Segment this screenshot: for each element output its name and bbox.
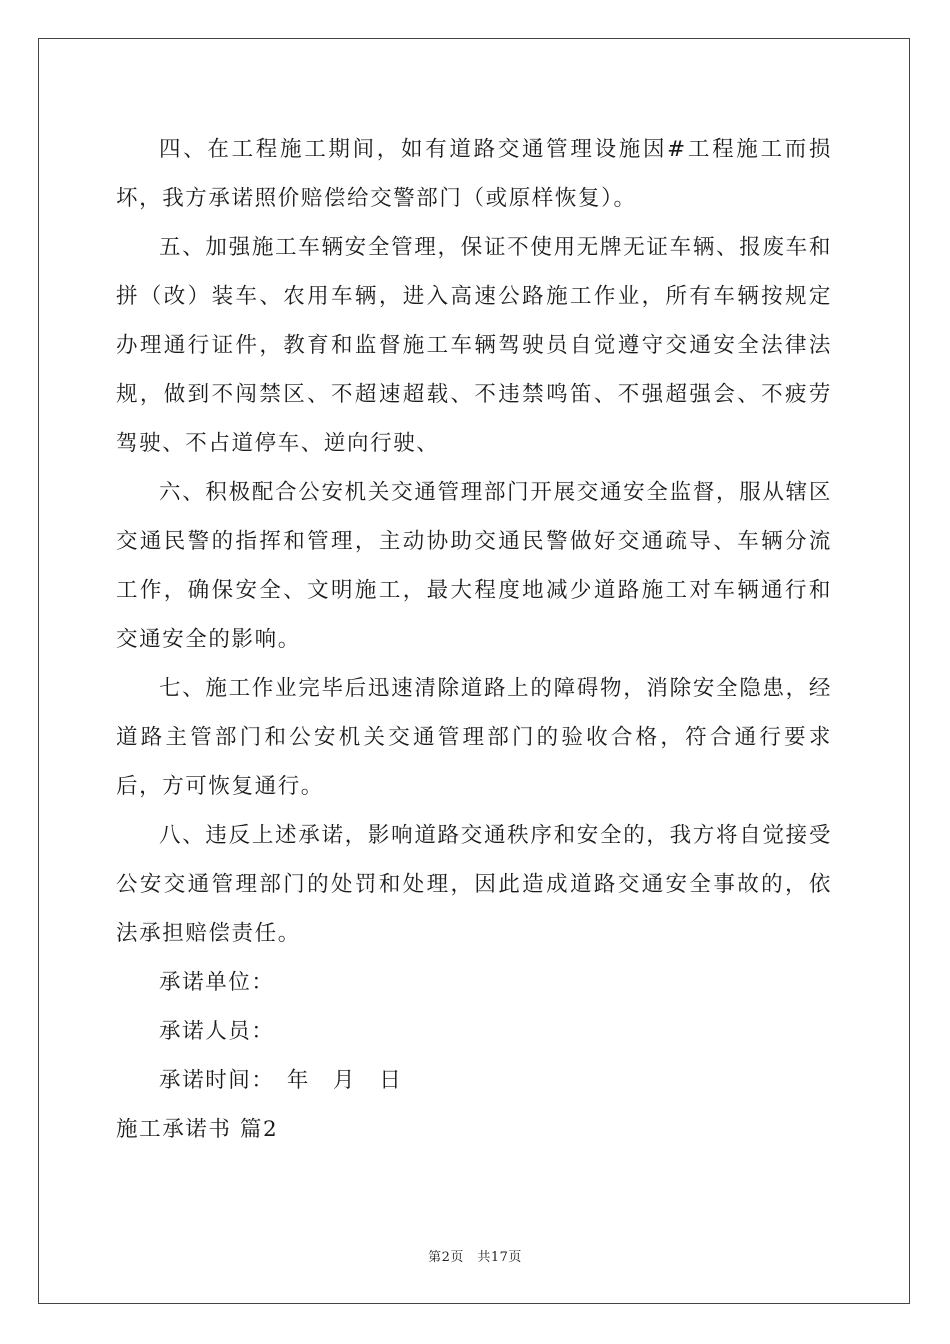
clause-four: 四、在工程施工期间，如有道路交通管理设施因#工程施工而损坏，我方承诺照价赔偿给交警部门（或原样恢复）。 xyxy=(116,137,832,211)
section-heading: 施工承诺书 篇2 xyxy=(116,1117,279,1142)
signature-person: 承诺人员： xyxy=(159,1019,275,1044)
signature-time: 承诺时间： 年 月 日 xyxy=(159,1068,403,1093)
signature-unit: 承诺单位： xyxy=(159,970,275,995)
clause-five: 五、加强施工车辆安全管理，保证不使用无牌无证车辆、报废车和拼（改）装车、农用车辆，进入高速公路施工作业，所有车辆按规定办理通行证件，教育和监督施工车辆驾驶员自觉遵守交通安全法律法规，做到不闯禁区、不超速超载、不违禁鸣笛、不强超强会、不疲劳驾驶、不占道停车、逆向行驶、 xyxy=(116,235,832,456)
clause-six: 六、积极配合公安机关交通管理部门开展交通安全监督，服从辖区交通民警的指挥和管理，主动协助交通民警做好交通疏导、车辆分流工作，确保安全、文明施工，最大程度地减少道路施工对车辆通行和交通安全的影响。 xyxy=(116,480,832,652)
clause-seven: 七、施工作业完毕后迅速清除道路上的障碍物，消除安全隐患，经道路主管部门和公安机关交通管理部门的验收合格，符合通行要求后，方可恢复通行。 xyxy=(116,676,832,799)
clause-eight: 八、违反上述承诺，影响道路交通秩序和安全的，我方将自觉接受公安交通管理部门的处罚和处理，因此造成道路交通安全事故的，依法承担赔偿责任。 xyxy=(116,823,832,946)
document-body xyxy=(116,125,832,1154)
page-footer: 第2页 共17页 xyxy=(428,1250,522,1265)
